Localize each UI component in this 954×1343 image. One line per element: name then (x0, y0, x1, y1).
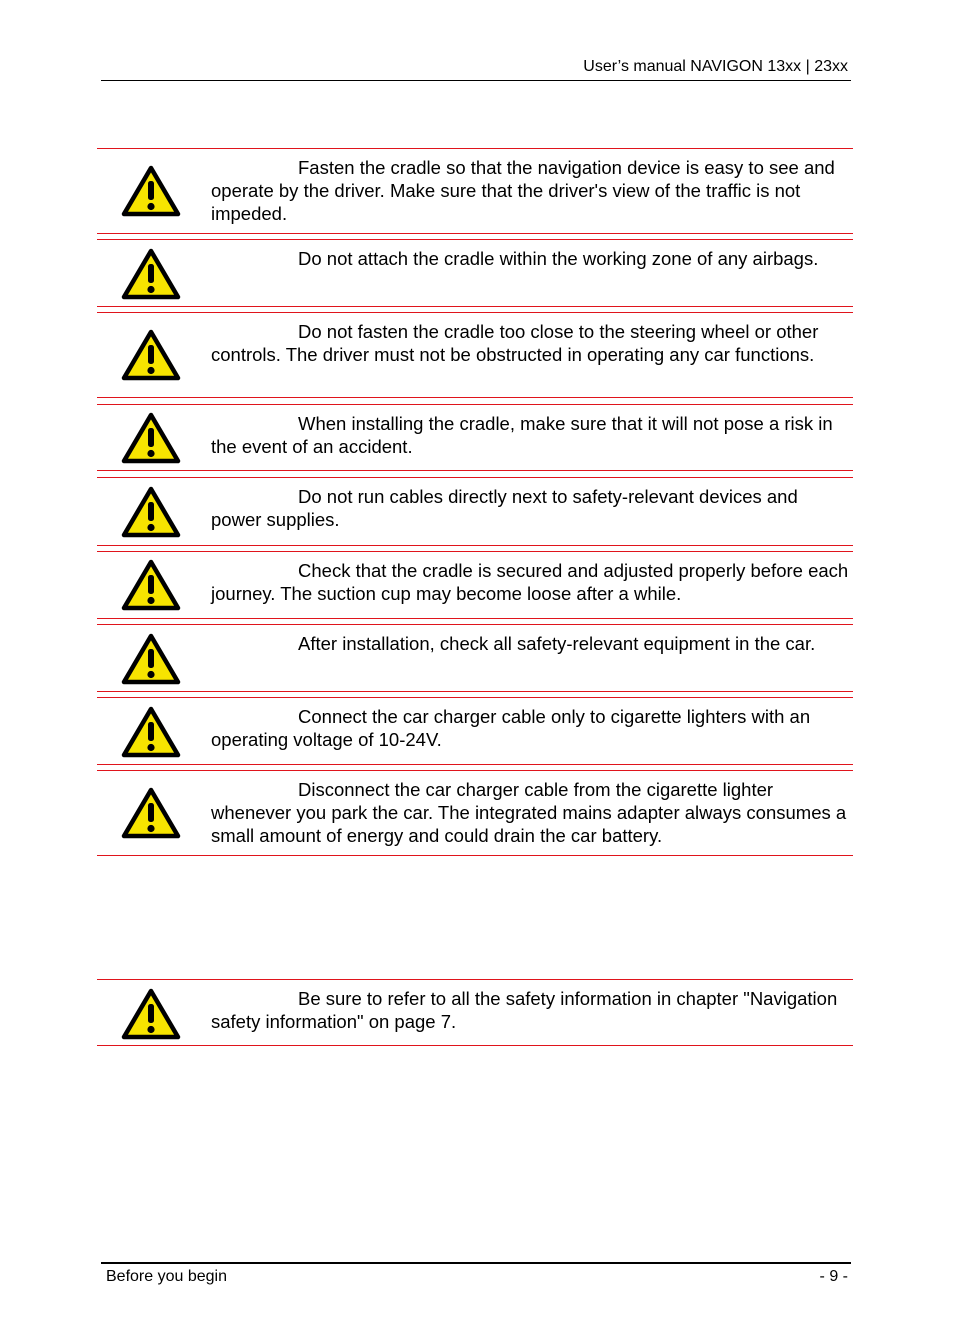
warning-text: Do not attach the cradle within the working zone of any airbags. (298, 248, 819, 269)
warning-text: Be sure to refer to all the safety information in chapter "Navigation safety information" on page 7. (211, 988, 838, 1032)
warning-box (97, 979, 853, 1046)
warning-text: Connect the car charger cable only to cigarette lighters with an operating voltage of 10-24V. (211, 706, 811, 750)
warning-box (97, 404, 853, 471)
warning-triangle-icon (121, 706, 181, 758)
warning-triangle-icon (121, 559, 181, 611)
warning-box (97, 551, 853, 619)
warning-text: Fasten the cradle so that the navigation device is easy to see and operate by the driver. Make sure that the driver's view of the traffic is not impeded. (211, 157, 835, 224)
warning-text: When installing the cradle, make sure that it will not pose a risk in the event of an accident. (211, 413, 833, 457)
warning-triangle-icon (121, 988, 181, 1040)
warning-box (97, 697, 853, 765)
warning-triangle-icon (121, 329, 181, 381)
warning-box (97, 312, 853, 398)
warning-triangle-icon (121, 165, 181, 217)
warning-text: Do not run cables directly next to safety-relevant devices and power supplies. (211, 486, 798, 530)
warning-text: After installation, check all safety-relevant equipment in the car. (298, 633, 816, 654)
footer-section: Before you begin (106, 1268, 227, 1285)
warning-box (97, 477, 853, 546)
warning-box (97, 770, 853, 856)
warning-box (97, 148, 853, 234)
warning-box (97, 239, 853, 307)
warning-triangle-icon (121, 486, 181, 538)
warning-triangle-icon (121, 248, 181, 300)
header-title: User’s manual NAVIGON 13xx | 23xx (583, 58, 848, 75)
warning-text: Disconnect the car charger cable from the cigarette lighter whenever you park the car. The integrated mains adapter always consumes a small amount of energy and could drain the car battery. (211, 779, 847, 846)
warning-box (97, 624, 853, 692)
warning-triangle-icon (121, 787, 181, 839)
header-rule (101, 80, 851, 81)
footer-rule (101, 1262, 851, 1264)
page-number: - 9 - (819, 1268, 848, 1285)
warning-triangle-icon (121, 633, 181, 685)
warning-text: Check that the cradle is secured and adjusted properly before each journey. The suction cup may become loose after a while. (211, 560, 849, 604)
warning-text: Do not fasten the cradle too close to the steering wheel or other controls. The driver must not be obstructed in operating any car functions. (211, 321, 819, 365)
warning-triangle-icon (121, 412, 181, 464)
